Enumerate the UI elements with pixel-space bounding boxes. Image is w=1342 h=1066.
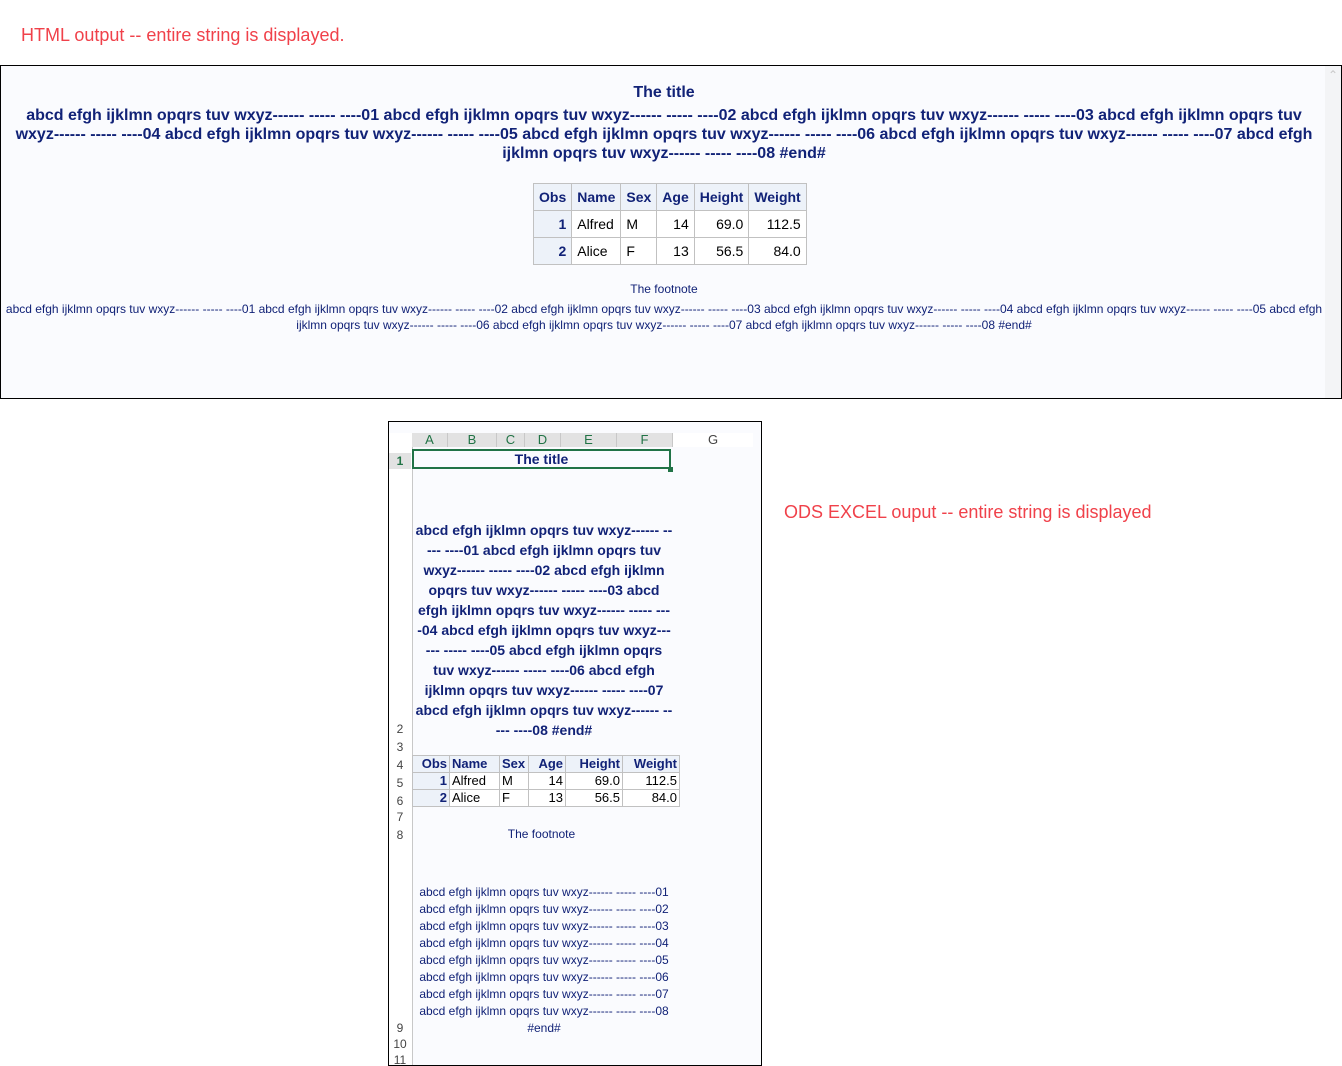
- cell-sex: F: [621, 238, 657, 265]
- scroll-up-arrow-icon[interactable]: ⌃: [1327, 68, 1339, 82]
- cell-age: 14: [657, 211, 694, 238]
- table-row: [413, 773, 680, 790]
- excel-output-label: ODS EXCEL ouput -- entire string is displayed: [784, 502, 1152, 522]
- table-row: [534, 211, 807, 238]
- cell-obs[interactable]: 1: [413, 773, 450, 790]
- cell-sex: M: [621, 211, 657, 238]
- html-output-panel: [0, 65, 1342, 399]
- table-row: [413, 790, 680, 807]
- cell-weight[interactable]: 112.5: [623, 773, 680, 790]
- column-header-obs: Obs: [534, 184, 572, 211]
- excel-title-cell[interactable]: The title: [412, 449, 671, 469]
- cell-name[interactable]: Alice: [450, 790, 500, 807]
- row-header-5[interactable]: 5: [396, 776, 404, 790]
- footnote-text: abcd efgh ijklmn opqrs tuv wxyz------ ----- ----01 abcd efgh ijklmn opqrs tuv wxyz------ ----- ----02 abcd efgh ijklmn opqrs tuv wxyz------ ----- ----03 abcd efgh ijklmn opqrs tuv wxyz------ ----- ----04 abcd efgh ijklmn opqrs tuv wxyz------ ----- ----05 abcd efgh ijklmn opqrs tuv wxyz------ ----- ----06 abcd efgh ijklmn opqrs tuv wxyz------ ----- ----07 abcd efgh ijklmn opqrs tuv wxyz------ ----- ----08 #end#: [5, 302, 1323, 332]
- cell-obs[interactable]: 2: [413, 790, 450, 807]
- cell-weight[interactable]: 84.0: [623, 790, 680, 807]
- cell-height[interactable]: 69.0: [566, 773, 623, 790]
- row-header-6[interactable]: 6: [396, 794, 404, 808]
- cell-name: Alfred: [572, 211, 621, 238]
- table-row: [534, 238, 807, 265]
- report-title: The title: [633, 84, 695, 101]
- row-header-10[interactable]: 10: [393, 1037, 407, 1051]
- cell-sex[interactable]: M: [500, 773, 529, 790]
- excel-header-age[interactable]: Age: [529, 756, 566, 773]
- cell-height: 69.0: [694, 211, 749, 238]
- excel-header-name[interactable]: Name: [450, 756, 500, 773]
- cell-obs: 2: [534, 238, 572, 265]
- column-header-name: Name: [572, 184, 621, 211]
- row-header-3[interactable]: 3: [396, 740, 404, 754]
- excel-data-table: [412, 755, 680, 807]
- cell-weight: 112.5: [749, 211, 806, 238]
- column-header-weight: Weight: [749, 184, 806, 211]
- excel-subtitle-cell[interactable]: abcd efgh ijklmn opqrs tuv wxyz------ ----- ----01 abcd efgh ijklmn opqrs tuv wxyz------ ----- ----02 abcd efgh ijklmn opqrs tuv wxyz------ ----- ----03 abcd efgh ijklmn opqrs tuv wxyz------ ----- ----04 abcd efgh ijklmn opqrs tuv wxyz------ ----- ----05 abcd efgh ijklmn opqrs tuv wxyz------ ----- ----06 abcd efgh ijklmn opqrs tuv wxyz------ ----- ----07 abcd efgh ijklmn opqrs tuv wxyz------ ----- ----08 #end#: [415, 522, 673, 738]
- column-header-d[interactable]: D: [525, 433, 561, 447]
- column-header-a[interactable]: A: [412, 433, 448, 447]
- excel-header-obs[interactable]: Obs: [413, 756, 450, 773]
- cell-name: Alice: [572, 238, 621, 265]
- row-header-2[interactable]: 2: [396, 722, 404, 736]
- excel-header-sex[interactable]: Sex: [500, 756, 529, 773]
- cell-obs: 1: [534, 211, 572, 238]
- row-header-4[interactable]: 4: [396, 758, 404, 772]
- report-subtitle: abcd efgh ijklmn opqrs tuv wxyz------ ----- ----01 abcd efgh ijklmn opqrs tuv wxyz------ ----- ----02 abcd efgh ijklmn opqrs tuv wxyz------ ----- ----03 abcd efgh ijklmn opqrs tuv wxyz------ ----- ----04 abcd efgh ijklmn opqrs tuv wxyz------ ----- ----05 abcd efgh ijklmn opqrs tuv wxyz------ ----- ----06 abcd efgh ijklmn opqrs tuv wxyz------ ----- ----07 abcd efgh ijklmn opqrs tuv wxyz------ ----- ----08 #end#: [15, 107, 1313, 162]
- cell-weight: 84.0: [749, 238, 806, 265]
- select-all-corner[interactable]: [389, 433, 412, 447]
- cell-sex[interactable]: F: [500, 790, 529, 807]
- excel-output-panel: [388, 421, 762, 1066]
- cell-age[interactable]: 13: [529, 790, 566, 807]
- data-table: [533, 183, 807, 265]
- column-header-g[interactable]: G: [673, 433, 753, 447]
- row-header-1[interactable]: 1: [389, 453, 411, 469]
- html-output-label: HTML output -- entire string is displayed.: [21, 25, 345, 45]
- column-header-f[interactable]: F: [617, 433, 673, 447]
- footnote-title: The footnote: [630, 282, 698, 296]
- cell-height[interactable]: 56.5: [566, 790, 623, 807]
- excel-footnote-cell[interactable]: abcd efgh ijklmn opqrs tuv wxyz------ ----- ----01 abcd efgh ijklmn opqrs tuv wxyz------ ----- ----02 abcd efgh ijklmn opqrs tuv wxyz------ ----- ----03 abcd efgh ijklmn opqrs tuv wxyz------ ----- ----04 abcd efgh ijklmn opqrs tuv wxyz------ ----- ----05 abcd efgh ijklmn opqrs tuv wxyz------ ----- ----06 abcd efgh ijklmn opqrs tuv wxyz------ ----- ----07 abcd efgh ijklmn opqrs tuv wxyz------ ----- ----08 #end#: [419, 885, 669, 1035]
- excel-header-weight[interactable]: Weight: [623, 756, 680, 773]
- cell-age[interactable]: 14: [529, 773, 566, 790]
- excel-table-header-row: [413, 756, 680, 773]
- fill-handle[interactable]: [668, 467, 673, 472]
- excel-footnote-title-cell[interactable]: The footnote: [507, 827, 576, 841]
- row-header-11[interactable]: 11: [393, 1053, 407, 1066]
- vertical-scrollbar[interactable]: [1325, 66, 1341, 398]
- column-header-c[interactable]: C: [497, 433, 525, 447]
- column-header-sex: Sex: [621, 184, 657, 211]
- cell-name[interactable]: Alfred: [450, 773, 500, 790]
- table-header-row: [534, 184, 807, 211]
- row-header-8[interactable]: 8: [396, 828, 404, 842]
- cell-age: 13: [657, 238, 694, 265]
- row-header-strip: [389, 447, 413, 1066]
- row-header-9[interactable]: 9: [396, 1021, 404, 1035]
- column-header-age: Age: [657, 184, 694, 211]
- column-header-e[interactable]: E: [561, 433, 617, 447]
- column-header-height: Height: [694, 184, 749, 211]
- excel-header-height[interactable]: Height: [566, 756, 623, 773]
- row-header-7[interactable]: 7: [396, 810, 404, 824]
- cell-height: 56.5: [694, 238, 749, 265]
- column-header-b[interactable]: B: [448, 433, 497, 447]
